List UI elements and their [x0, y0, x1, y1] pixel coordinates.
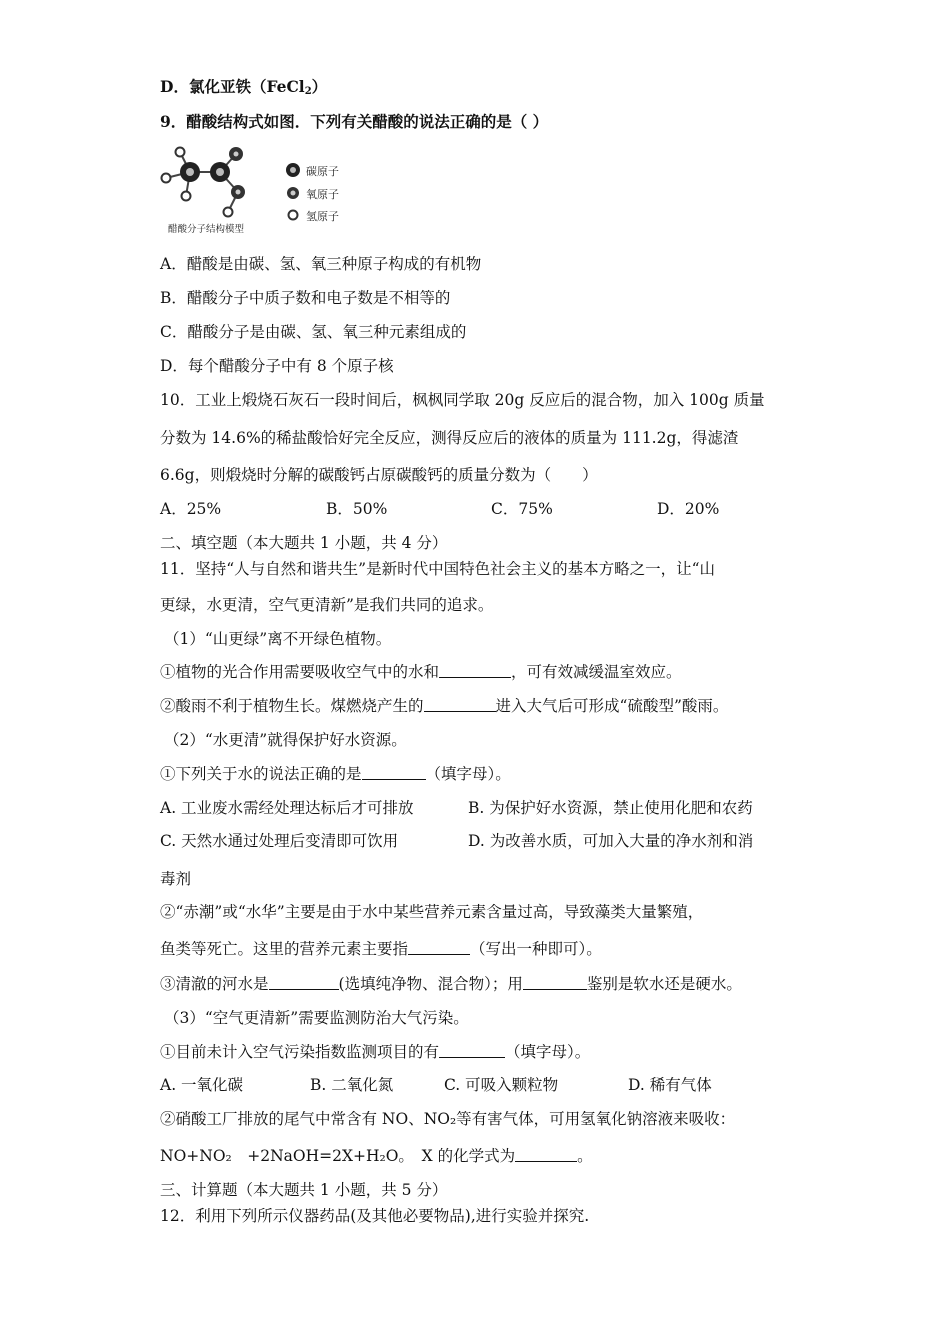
acetic-acid-molecule-figure — [158, 142, 368, 238]
answer-blank[interactable] — [362, 765, 426, 780]
q10-option-a: A．25% — [160, 500, 222, 518]
q11-part3-a: ①目前未计入空气污染指数监测项目的有 （填字母）。 — [160, 1043, 591, 1061]
q12-stem: 12．利用下列所示仪器药品(及其他必要物品),进行实验并探究. — [160, 1207, 590, 1225]
q11-part1-title: （1）“山更绿”离不开绿色植物。 — [164, 630, 392, 648]
answer-blank[interactable] — [269, 975, 339, 990]
q10-stem-line1: 10．工业上煅烧石灰石一段时间后，枫枫同学取 20g 反应后的混合物，加入 100g 质量 — [160, 391, 765, 409]
answer-blank[interactable] — [439, 663, 511, 678]
q11-part3-option-b: B. 二氧化氮 — [310, 1076, 394, 1094]
q10-option-b: B．50% — [326, 500, 388, 518]
q11-part2-b-line2: 鱼类等死亡。这里的营养元素主要指 （写出一种即可）。 — [160, 940, 602, 958]
legend-oxygen: 氧原子 — [306, 188, 339, 201]
q9-option-d: D．每个醋酸分子中有 8 个原子核 — [160, 357, 394, 375]
q11-stem-line2: 更绿，水更清，空气更清新”是我们共同的追求。 — [160, 596, 494, 614]
q11-part1-a: ①植物的光合作用需要吸收空气中的水和 ，可有效减缓温室效应。 — [160, 663, 682, 681]
answer-blank[interactable] — [408, 940, 470, 955]
q11-part2-option-d-cont: 毒剂 — [160, 870, 192, 888]
section-2-heading: 二、填空题（本大题共 1 小题，共 4 分） — [160, 534, 448, 552]
section-3-heading: 三、计算题（本大题共 1 小题，共 5 分） — [160, 1181, 448, 1199]
q11-part3-option-d: D. 稀有气体 — [628, 1076, 712, 1094]
q9-option-a: A．醋酸是由碳、氢、氧三种原子构成的有机物 — [160, 255, 482, 273]
q11-part1-b: ②酸雨不利于植物生长。煤燃烧产生的 进入大气后可形成“硫酸型”酸雨。 — [160, 697, 729, 715]
legend-carbon: 碳原子 — [306, 165, 339, 178]
q11-part3-option-a: A. 一氧化碳 — [160, 1076, 244, 1094]
q11-part2-title: （2）“水更清”就得保护好水资源。 — [164, 731, 407, 749]
oxygen-atoms — [229, 147, 245, 199]
q11-part2-option-d: D. 为改善水质，可加入大量的净水剂和消 — [468, 832, 754, 850]
q11-part3-b: ②硝酸工厂排放的尾气中常含有 NO、NO₂等有害气体，可用氢氧化钠溶液来吸收： — [160, 1110, 736, 1128]
q11-part2-option-a: A. 工业废水需经处理达标后才可排放 — [160, 799, 414, 817]
q9-option-c: C．醋酸分子是由碳、氢、氧三种元素组成的 — [160, 323, 467, 341]
q9-stem: 9．醋酸结构式如图．下列有关醋酸的说法正确的是（ ） — [160, 112, 549, 131]
q11-part2-option-b: B. 为保护好水资源，禁止使用化肥和农药 — [468, 799, 753, 817]
q10-option-d: D．20% — [657, 500, 720, 518]
q11-part2-option-c: C. 天然水通过处理后变清即可饮用 — [160, 832, 399, 850]
q11-part3-title: （3）“空气更清新”需要监测防治大气污染。 — [164, 1009, 469, 1027]
q8-option-d: D．氯化亚铁（FeCl$_2$） — [160, 77, 328, 97]
q11-part3-equation: NO+NO₂ +2NaOH=2X+H₂O。 X 的化学式为 。 — [160, 1147, 593, 1165]
q10-stem-line3: 6.6g，则煅烧时分解的碳酸钙占原碳酸钙的质量分数为（ ） — [160, 466, 598, 484]
q11-stem-line1: 11．坚持“人与自然和谐共生”是新时代中国特色社会主义的基本方略之一，让“山 — [160, 560, 715, 578]
q11-part2-a: ①下列关于水的说法正确的是 （填字母）。 — [160, 765, 511, 783]
answer-blank[interactable] — [523, 975, 587, 990]
q11-part3-option-c: C. 可吸入颗粒物 — [444, 1076, 559, 1094]
q11-part2-c: ③清澈的河水是 (选填纯净物、混合物）；用 鉴别是软水还是硬水。 — [160, 975, 742, 993]
legend-hydrogen: 氢原子 — [306, 210, 339, 223]
answer-blank[interactable] — [439, 1043, 505, 1058]
figure-caption: 醋酸分子结构模型 — [168, 224, 245, 235]
hydrogen-atoms — [162, 148, 233, 217]
q10-stem-line2: 分数为 14.6%的稀盐酸恰好完全反应，测得反应后的液体的质量为 111.2g，得滤渣 — [160, 429, 739, 447]
q10-option-c: C．75% — [491, 500, 553, 518]
answer-blank[interactable] — [424, 697, 496, 712]
figure-legend — [286, 163, 339, 223]
q11-part2-b-line1: ②“赤潮”或“水华”主要是由于水中某些营养元素含量过高，导致藻类大量繁殖， — [160, 903, 704, 921]
answer-blank[interactable] — [515, 1147, 577, 1162]
q9-option-b: B．醋酸分子中质子数和电子数是不相等的 — [160, 289, 451, 307]
